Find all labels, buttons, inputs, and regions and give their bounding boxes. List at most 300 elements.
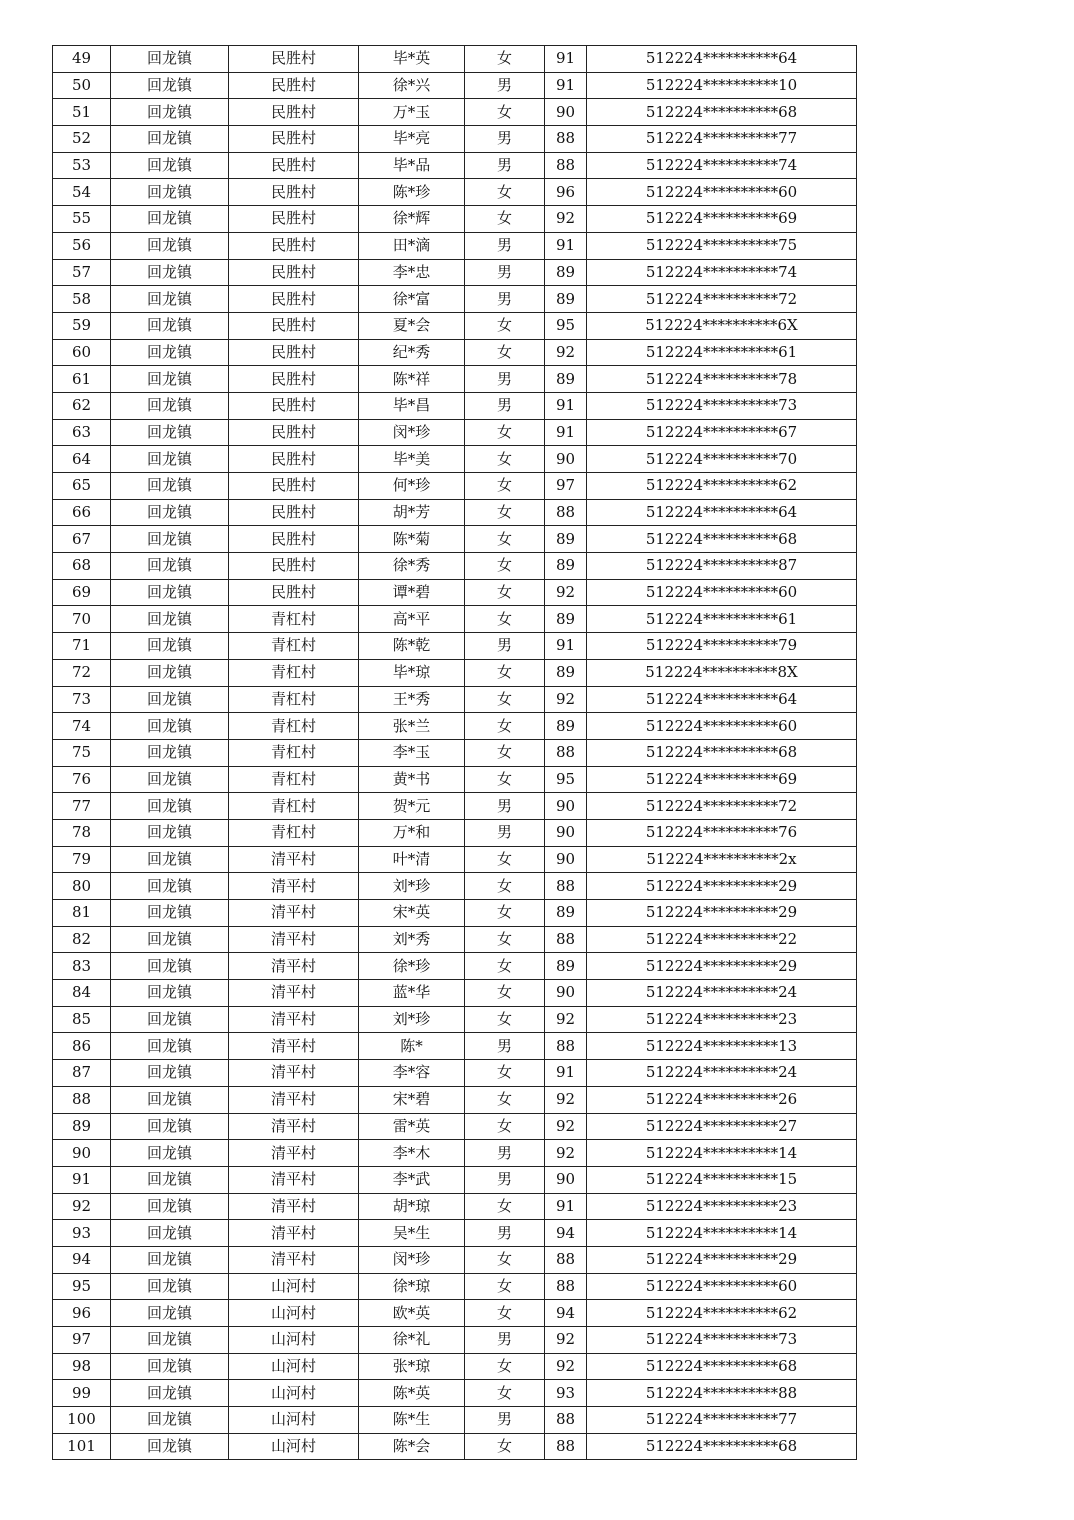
table-row	[53, 366, 857, 393]
gender-cell: 女	[465, 99, 545, 126]
person-name-cell: 胡*芳	[359, 499, 465, 526]
row-number-cell: 71	[53, 633, 111, 660]
person-name-cell: 吴*生	[359, 1220, 465, 1247]
id-number-cell: 512224**********62	[587, 473, 857, 500]
row-number-cell: 91	[53, 1166, 111, 1193]
gender-cell: 女	[465, 900, 545, 927]
town-cell: 回龙镇	[111, 366, 229, 393]
gender-cell: 女	[465, 713, 545, 740]
table-row	[53, 739, 857, 766]
roster-table	[52, 45, 857, 1460]
age-cell: 91	[545, 1060, 587, 1087]
row-number-cell: 51	[53, 99, 111, 126]
row-number-cell: 101	[53, 1433, 111, 1460]
village-cell: 民胜村	[229, 126, 359, 153]
id-number-cell: 512224**********75	[587, 232, 857, 259]
gender-cell: 女	[465, 1300, 545, 1327]
person-name-cell: 闵*珍	[359, 1246, 465, 1273]
id-number-cell: 512224**********88	[587, 1380, 857, 1407]
id-number-cell: 512224**********72	[587, 286, 857, 313]
gender-cell: 女	[465, 1273, 545, 1300]
id-number-cell: 512224**********67	[587, 419, 857, 446]
row-number-cell: 80	[53, 873, 111, 900]
id-number-cell: 512224**********13	[587, 1033, 857, 1060]
age-cell: 88	[545, 739, 587, 766]
table-row	[53, 1140, 857, 1167]
gender-cell: 女	[465, 1193, 545, 1220]
person-name-cell: 陈*生	[359, 1407, 465, 1434]
age-cell: 89	[545, 606, 587, 633]
id-number-cell: 512224**********77	[587, 126, 857, 153]
age-cell: 88	[545, 126, 587, 153]
row-number-cell: 82	[53, 926, 111, 953]
table-row	[53, 713, 857, 740]
gender-cell: 男	[465, 366, 545, 393]
row-number-cell: 62	[53, 392, 111, 419]
village-cell: 青杠村	[229, 606, 359, 633]
table-row	[53, 1113, 857, 1140]
table-row	[53, 1086, 857, 1113]
id-number-cell: 512224**********29	[587, 900, 857, 927]
gender-cell: 男	[465, 392, 545, 419]
gender-cell: 女	[465, 659, 545, 686]
row-number-cell: 86	[53, 1033, 111, 1060]
row-number-cell: 78	[53, 819, 111, 846]
village-cell: 民胜村	[229, 232, 359, 259]
id-number-cell: 512224**********60	[587, 1273, 857, 1300]
town-cell: 回龙镇	[111, 1113, 229, 1140]
id-number-cell: 512224**********27	[587, 1113, 857, 1140]
table-row	[53, 473, 857, 500]
person-name-cell: 李*木	[359, 1140, 465, 1167]
town-cell: 回龙镇	[111, 953, 229, 980]
table-row	[53, 766, 857, 793]
town-cell: 回龙镇	[111, 1327, 229, 1354]
gender-cell: 男	[465, 72, 545, 99]
table-row	[53, 1006, 857, 1033]
person-name-cell: 徐*富	[359, 286, 465, 313]
person-name-cell: 陈*菊	[359, 526, 465, 553]
gender-cell: 女	[465, 46, 545, 73]
row-number-cell: 90	[53, 1140, 111, 1167]
village-cell: 民胜村	[229, 312, 359, 339]
gender-cell: 女	[465, 739, 545, 766]
row-number-cell: 93	[53, 1220, 111, 1247]
row-number-cell: 81	[53, 900, 111, 927]
id-number-cell: 512224**********64	[587, 46, 857, 73]
town-cell: 回龙镇	[111, 739, 229, 766]
person-name-cell: 万*玉	[359, 99, 465, 126]
village-cell: 民胜村	[229, 499, 359, 526]
gender-cell: 男	[465, 1140, 545, 1167]
village-cell: 民胜村	[229, 152, 359, 179]
id-number-cell: 512224**********24	[587, 980, 857, 1007]
town-cell: 回龙镇	[111, 1273, 229, 1300]
id-number-cell: 512224**********60	[587, 713, 857, 740]
age-cell: 91	[545, 419, 587, 446]
row-number-cell: 100	[53, 1407, 111, 1434]
row-number-cell: 97	[53, 1327, 111, 1354]
person-name-cell: 纪*秀	[359, 339, 465, 366]
age-cell: 89	[545, 713, 587, 740]
row-number-cell: 65	[53, 473, 111, 500]
town-cell: 回龙镇	[111, 606, 229, 633]
id-number-cell: 512224**********61	[587, 339, 857, 366]
person-name-cell: 宋*碧	[359, 1086, 465, 1113]
town-cell: 回龙镇	[111, 232, 229, 259]
row-number-cell: 67	[53, 526, 111, 553]
id-number-cell: 512224**********69	[587, 766, 857, 793]
age-cell: 88	[545, 926, 587, 953]
id-number-cell: 512224**********22	[587, 926, 857, 953]
row-number-cell: 92	[53, 1193, 111, 1220]
age-cell: 92	[545, 579, 587, 606]
person-name-cell: 陈*珍	[359, 179, 465, 206]
village-cell: 清平村	[229, 1033, 359, 1060]
row-number-cell: 60	[53, 339, 111, 366]
id-number-cell: 512224**********29	[587, 953, 857, 980]
age-cell: 89	[545, 659, 587, 686]
id-number-cell: 512224**********14	[587, 1220, 857, 1247]
gender-cell: 女	[465, 926, 545, 953]
person-name-cell: 李*武	[359, 1166, 465, 1193]
row-number-cell: 68	[53, 553, 111, 580]
village-cell: 清平村	[229, 900, 359, 927]
gender-cell: 女	[465, 846, 545, 873]
table-row	[53, 846, 857, 873]
age-cell: 93	[545, 1380, 587, 1407]
town-cell: 回龙镇	[111, 926, 229, 953]
table-row	[53, 1166, 857, 1193]
person-name-cell: 李*忠	[359, 259, 465, 286]
id-number-cell: 512224**********29	[587, 1246, 857, 1273]
table-row	[53, 72, 857, 99]
gender-cell: 女	[465, 312, 545, 339]
table-row	[53, 1353, 857, 1380]
gender-cell: 男	[465, 1166, 545, 1193]
row-number-cell: 99	[53, 1380, 111, 1407]
town-cell: 回龙镇	[111, 1380, 229, 1407]
village-cell: 青杠村	[229, 739, 359, 766]
village-cell: 青杠村	[229, 686, 359, 713]
row-number-cell: 87	[53, 1060, 111, 1087]
id-number-cell: 512224**********8X	[587, 659, 857, 686]
id-number-cell: 512224**********73	[587, 392, 857, 419]
village-cell: 民胜村	[229, 579, 359, 606]
gender-cell: 女	[465, 206, 545, 233]
table-row	[53, 46, 857, 73]
row-number-cell: 89	[53, 1113, 111, 1140]
table-row	[53, 1327, 857, 1354]
person-name-cell: 毕*琼	[359, 659, 465, 686]
age-cell: 89	[545, 900, 587, 927]
id-number-cell: 512224**********23	[587, 1006, 857, 1033]
table-row	[53, 179, 857, 206]
row-number-cell: 59	[53, 312, 111, 339]
row-number-cell: 84	[53, 980, 111, 1007]
village-cell: 山河村	[229, 1380, 359, 1407]
row-number-cell: 55	[53, 206, 111, 233]
town-cell: 回龙镇	[111, 152, 229, 179]
village-cell: 清平村	[229, 1246, 359, 1273]
age-cell: 88	[545, 1433, 587, 1460]
person-name-cell: 贺*元	[359, 793, 465, 820]
id-number-cell: 512224**********68	[587, 99, 857, 126]
town-cell: 回龙镇	[111, 206, 229, 233]
gender-cell: 女	[465, 179, 545, 206]
town-cell: 回龙镇	[111, 846, 229, 873]
table-row	[53, 419, 857, 446]
table-row	[53, 259, 857, 286]
id-number-cell: 512224**********64	[587, 686, 857, 713]
person-name-cell: 谭*碧	[359, 579, 465, 606]
roster-body	[53, 46, 857, 1460]
town-cell: 回龙镇	[111, 1166, 229, 1193]
gender-cell: 女	[465, 579, 545, 606]
age-cell: 89	[545, 286, 587, 313]
village-cell: 清平村	[229, 953, 359, 980]
gender-cell: 男	[465, 286, 545, 313]
person-name-cell: 何*珍	[359, 473, 465, 500]
table-row	[53, 392, 857, 419]
village-cell: 民胜村	[229, 366, 359, 393]
person-name-cell: 叶*清	[359, 846, 465, 873]
id-number-cell: 512224**********74	[587, 152, 857, 179]
age-cell: 95	[545, 766, 587, 793]
table-row	[53, 926, 857, 953]
table-row	[53, 1407, 857, 1434]
town-cell: 回龙镇	[111, 1193, 229, 1220]
table-row	[53, 526, 857, 553]
gender-cell: 男	[465, 232, 545, 259]
table-row	[53, 980, 857, 1007]
row-number-cell: 95	[53, 1273, 111, 1300]
gender-cell: 女	[465, 1086, 545, 1113]
table-row	[53, 659, 857, 686]
age-cell: 89	[545, 953, 587, 980]
town-cell: 回龙镇	[111, 1060, 229, 1087]
village-cell: 清平村	[229, 1006, 359, 1033]
id-number-cell: 512224**********14	[587, 1140, 857, 1167]
village-cell: 民胜村	[229, 392, 359, 419]
town-cell: 回龙镇	[111, 873, 229, 900]
town-cell: 回龙镇	[111, 473, 229, 500]
age-cell: 89	[545, 553, 587, 580]
person-name-cell: 张*兰	[359, 713, 465, 740]
town-cell: 回龙镇	[111, 793, 229, 820]
age-cell: 89	[545, 366, 587, 393]
person-name-cell: 刘*珍	[359, 1006, 465, 1033]
town-cell: 回龙镇	[111, 579, 229, 606]
id-number-cell: 512224**********74	[587, 259, 857, 286]
age-cell: 91	[545, 392, 587, 419]
id-number-cell: 512224**********15	[587, 1166, 857, 1193]
age-cell: 90	[545, 1166, 587, 1193]
row-number-cell: 96	[53, 1300, 111, 1327]
village-cell: 清平村	[229, 1193, 359, 1220]
gender-cell: 女	[465, 526, 545, 553]
town-cell: 回龙镇	[111, 1300, 229, 1327]
row-number-cell: 77	[53, 793, 111, 820]
town-cell: 回龙镇	[111, 1220, 229, 1247]
age-cell: 88	[545, 1033, 587, 1060]
person-name-cell: 欧*英	[359, 1300, 465, 1327]
row-number-cell: 54	[53, 179, 111, 206]
table-row	[53, 1300, 857, 1327]
gender-cell: 男	[465, 1033, 545, 1060]
village-cell: 清平村	[229, 926, 359, 953]
id-number-cell: 512224**********2x	[587, 846, 857, 873]
gender-cell: 男	[465, 1220, 545, 1247]
age-cell: 90	[545, 446, 587, 473]
gender-cell: 女	[465, 766, 545, 793]
table-row	[53, 1220, 857, 1247]
town-cell: 回龙镇	[111, 46, 229, 73]
village-cell: 清平村	[229, 873, 359, 900]
gender-cell: 女	[465, 339, 545, 366]
town-cell: 回龙镇	[111, 286, 229, 313]
age-cell: 90	[545, 99, 587, 126]
id-number-cell: 512224**********72	[587, 793, 857, 820]
village-cell: 青杠村	[229, 659, 359, 686]
village-cell: 清平村	[229, 1086, 359, 1113]
age-cell: 90	[545, 819, 587, 846]
age-cell: 89	[545, 259, 587, 286]
age-cell: 88	[545, 873, 587, 900]
town-cell: 回龙镇	[111, 259, 229, 286]
village-cell: 清平村	[229, 1140, 359, 1167]
id-number-cell: 512224**********68	[587, 1353, 857, 1380]
gender-cell: 男	[465, 259, 545, 286]
table-row	[53, 126, 857, 153]
village-cell: 民胜村	[229, 473, 359, 500]
age-cell: 88	[545, 152, 587, 179]
town-cell: 回龙镇	[111, 179, 229, 206]
row-number-cell: 85	[53, 1006, 111, 1033]
id-number-cell: 512224**********60	[587, 579, 857, 606]
person-name-cell: 黄*书	[359, 766, 465, 793]
person-name-cell: 闵*珍	[359, 419, 465, 446]
gender-cell: 女	[465, 553, 545, 580]
table-row	[53, 953, 857, 980]
village-cell: 清平村	[229, 1060, 359, 1087]
age-cell: 92	[545, 1006, 587, 1033]
person-name-cell: 田*滴	[359, 232, 465, 259]
town-cell: 回龙镇	[111, 659, 229, 686]
table-row	[53, 1033, 857, 1060]
age-cell: 97	[545, 473, 587, 500]
age-cell: 90	[545, 846, 587, 873]
id-number-cell: 512224**********24	[587, 1060, 857, 1087]
village-cell: 青杠村	[229, 713, 359, 740]
table-row	[53, 1246, 857, 1273]
age-cell: 91	[545, 1193, 587, 1220]
table-row	[53, 152, 857, 179]
row-number-cell: 66	[53, 499, 111, 526]
age-cell: 91	[545, 72, 587, 99]
table-row	[53, 312, 857, 339]
row-number-cell: 83	[53, 953, 111, 980]
village-cell: 民胜村	[229, 446, 359, 473]
age-cell: 88	[545, 499, 587, 526]
row-number-cell: 49	[53, 46, 111, 73]
row-number-cell: 64	[53, 446, 111, 473]
village-cell: 民胜村	[229, 72, 359, 99]
gender-cell: 女	[465, 980, 545, 1007]
age-cell: 91	[545, 633, 587, 660]
table-row	[53, 446, 857, 473]
age-cell: 92	[545, 1353, 587, 1380]
id-number-cell: 512224**********79	[587, 633, 857, 660]
village-cell: 清平村	[229, 1220, 359, 1247]
id-number-cell: 512224**********87	[587, 553, 857, 580]
person-name-cell: 毕*品	[359, 152, 465, 179]
gender-cell: 女	[465, 499, 545, 526]
gender-cell: 女	[465, 1246, 545, 1273]
village-cell: 清平村	[229, 1166, 359, 1193]
gender-cell: 女	[465, 1060, 545, 1087]
village-cell: 山河村	[229, 1407, 359, 1434]
id-number-cell: 512224**********77	[587, 1407, 857, 1434]
table-row	[53, 1193, 857, 1220]
table-row	[53, 1273, 857, 1300]
table-row	[53, 633, 857, 660]
gender-cell: 女	[465, 1113, 545, 1140]
village-cell: 民胜村	[229, 99, 359, 126]
village-cell: 山河村	[229, 1433, 359, 1460]
row-number-cell: 61	[53, 366, 111, 393]
village-cell: 青杠村	[229, 633, 359, 660]
age-cell: 88	[545, 1273, 587, 1300]
person-name-cell: 毕*昌	[359, 392, 465, 419]
town-cell: 回龙镇	[111, 339, 229, 366]
town-cell: 回龙镇	[111, 1407, 229, 1434]
age-cell: 92	[545, 1327, 587, 1354]
age-cell: 94	[545, 1220, 587, 1247]
table-row	[53, 793, 857, 820]
age-cell: 91	[545, 232, 587, 259]
gender-cell: 女	[465, 1433, 545, 1460]
village-cell: 民胜村	[229, 206, 359, 233]
table-row	[53, 900, 857, 927]
person-name-cell: 李*容	[359, 1060, 465, 1087]
table-row	[53, 99, 857, 126]
town-cell: 回龙镇	[111, 713, 229, 740]
town-cell: 回龙镇	[111, 980, 229, 1007]
age-cell: 88	[545, 1246, 587, 1273]
id-number-cell: 512224**********26	[587, 1086, 857, 1113]
person-name-cell: 刘*珍	[359, 873, 465, 900]
id-number-cell: 512224**********68	[587, 739, 857, 766]
id-number-cell: 512224**********29	[587, 873, 857, 900]
village-cell: 青杠村	[229, 793, 359, 820]
village-cell: 民胜村	[229, 259, 359, 286]
gender-cell: 男	[465, 793, 545, 820]
id-number-cell: 512224**********60	[587, 179, 857, 206]
town-cell: 回龙镇	[111, 1006, 229, 1033]
gender-cell: 女	[465, 953, 545, 980]
gender-cell: 男	[465, 126, 545, 153]
row-number-cell: 72	[53, 659, 111, 686]
table-row	[53, 1060, 857, 1087]
gender-cell: 男	[465, 1407, 545, 1434]
town-cell: 回龙镇	[111, 766, 229, 793]
person-name-cell: 徐*辉	[359, 206, 465, 233]
village-cell: 清平村	[229, 980, 359, 1007]
gender-cell: 男	[465, 633, 545, 660]
id-number-cell: 512224**********70	[587, 446, 857, 473]
gender-cell: 女	[465, 1006, 545, 1033]
